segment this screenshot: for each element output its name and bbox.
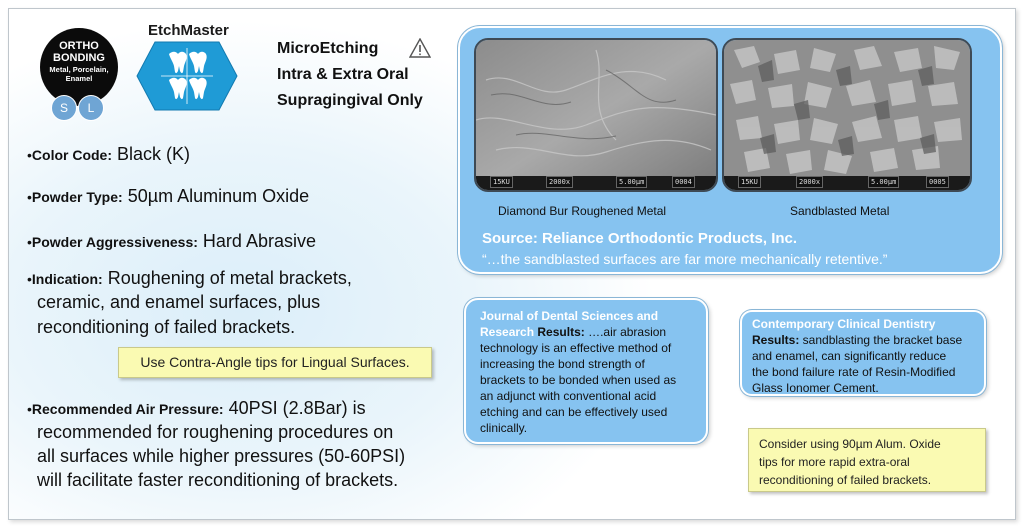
- scalebar-kv: 15KU: [738, 176, 761, 188]
- spec-value: Hard Abrasive: [202, 231, 316, 251]
- caption-diamond-bur: Diamond Bur Roughened Metal: [498, 204, 667, 218]
- badge-l: L: [78, 95, 104, 121]
- scalebar-mag: 2000x: [796, 176, 823, 188]
- contemporary-results-label: Results:: [752, 333, 800, 347]
- spec-label: Color Code:: [31, 147, 113, 163]
- pressure-line-2: recommended for roughening procedures on: [37, 422, 394, 442]
- journal-text-4: brackets to be bonded when used as: [480, 373, 677, 387]
- contemporary-text-2: and enamel, can significantly reduce: [752, 349, 947, 363]
- pressure-text-1: 40PSI (2.8Bar) is: [228, 398, 366, 418]
- header-line-3: Supragingival Only: [277, 92, 423, 109]
- sem-image-diamond-bur: [474, 38, 718, 192]
- scalebar-id: 0005: [926, 176, 949, 188]
- logo-line-3: Metal, Porcelain, Enamel: [49, 65, 109, 83]
- spec-label: Powder Type:: [31, 189, 123, 205]
- header-line-2: Intra & Extra Oral: [277, 66, 409, 83]
- journal-results-box: [464, 298, 708, 444]
- journal-text-1: ….air abrasion: [584, 325, 667, 339]
- contemporary-results-box: [740, 310, 986, 396]
- etchmaster-teeth-icon: [135, 40, 239, 112]
- journal-text-6: etching and can be effectively used: [480, 405, 668, 419]
- journal-text-5: an adjunct with conventional acid: [480, 389, 657, 403]
- spec-label: Powder Aggressiveness:: [31, 234, 198, 250]
- sem-texture-1: [476, 40, 716, 190]
- scalebar-len: 5.00µm: [616, 176, 647, 188]
- source-panel: [458, 26, 1002, 274]
- scalebar-id: 0004: [672, 176, 695, 188]
- pressure-line-4: will facilitate faster reconditioning of brackets.: [37, 470, 399, 490]
- tip-90-line-2: tips for more rapid extra-oral: [759, 455, 910, 469]
- brand-title: EtchMaster: [148, 22, 229, 39]
- spec-powder-aggressiveness: •Powder Aggressiveness: Hard Abrasive: [27, 231, 316, 251]
- scalebar-len: 5.00µm: [868, 176, 899, 188]
- indication-line-1: •Indication: Roughening of metal brackets,: [27, 268, 352, 288]
- warning-triangle-icon: [409, 38, 431, 58]
- contemporary-text-4: Glass Ionomer Cement.: [752, 381, 879, 395]
- badge-s: S: [51, 95, 77, 121]
- journal-title-2: Research: [480, 325, 535, 339]
- sem-image-sandblasted: [722, 38, 972, 192]
- journal-text-7: clinically.: [480, 421, 528, 435]
- ortho-bonding-logo: [40, 28, 118, 106]
- contemporary-text-1: sandblasting the bracket base: [799, 333, 963, 347]
- indication-line-2: ceramic, and enamel surfaces, plus: [37, 292, 321, 312]
- journal-text-3: increasing the bond strength of: [480, 357, 645, 371]
- spec-powder-type: •Powder Type: 50µm Aluminum Oxide: [27, 186, 310, 206]
- caption-sandblasted: Sandblasted Metal: [790, 204, 890, 218]
- pressure-label: Recommended Air Pressure:: [31, 401, 224, 417]
- scalebar-kv: 15KU: [490, 176, 513, 188]
- logo-line-1: ORTHO: [59, 40, 99, 52]
- journal-text-2: technology is an effective method of: [480, 341, 672, 355]
- tip-lingual-note: Use Contra-Angle tips for Lingual Surfaces.: [118, 347, 432, 378]
- tip-90-line-3: reconditioning of failed brackets.: [759, 473, 932, 487]
- contemporary-text-3: the bond failure rate of Resin-Modified: [752, 365, 956, 379]
- scalebar-mag: 2000x: [546, 176, 573, 188]
- tip-90-line-1: Consider using 90µm Alum. Oxide: [759, 437, 941, 451]
- spec-value: 50µm Aluminum Oxide: [127, 186, 310, 206]
- spec-color-code: •Color Code: Black (K): [27, 144, 191, 164]
- source-citation: Source: Reliance Orthodontic Products, Inc.: [482, 230, 798, 247]
- tip-90-micron-note: [748, 428, 986, 492]
- sem-texture-2: [724, 40, 970, 190]
- journal-results-label: Results:: [537, 325, 585, 339]
- header-line-1: MicroEtching: [277, 40, 379, 57]
- spec-value: Black (K): [117, 144, 191, 164]
- source-quote: “…the sandblasted surfaces are far more mechanically retentive.”: [482, 251, 888, 267]
- indication-line-3: reconditioning of failed brackets.: [37, 317, 296, 337]
- indication-text-1: Roughening of metal brackets,: [107, 268, 352, 288]
- journal-title-1: Journal of Dental Sciences and: [480, 309, 659, 323]
- indication-label: Indication:: [31, 271, 103, 287]
- pressure-line-1: •Recommended Air Pressure: 40PSI (2.8Bar) is: [27, 398, 366, 418]
- contemporary-title: Contemporary Clinical Dentistry: [752, 317, 936, 331]
- logo-line-2: BONDING: [53, 52, 105, 64]
- pressure-line-3: all surfaces while higher pressures (50-60PSI): [37, 446, 406, 466]
